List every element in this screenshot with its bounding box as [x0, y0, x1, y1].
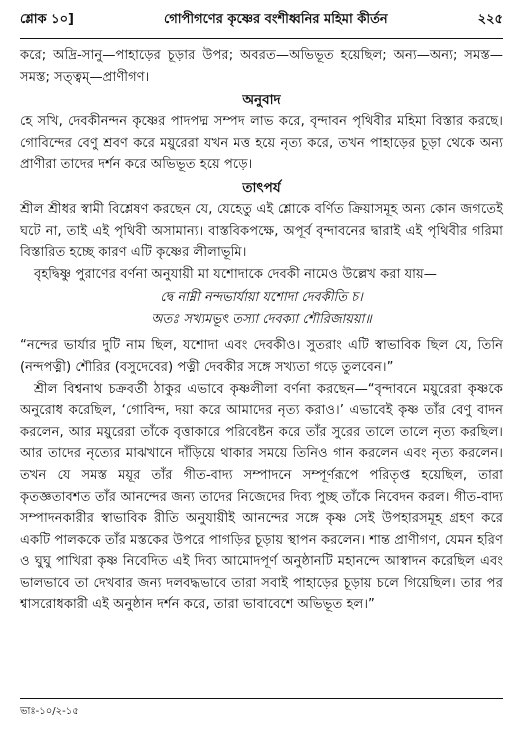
sanskrit-verse: [20, 287, 503, 331]
page-footer: [20, 698, 503, 721]
purport-heading: তাৎপর্য: [242, 179, 281, 196]
verse-line: দ্বে নাম্নী নন্দভার্যায়া যশোদা দেবকীতি চ।: [160, 290, 363, 306]
footer-rule: [20, 698, 503, 699]
purport-paragraph-1: শ্রীল শ্রীধর স্বামী বিশ্লেষণ করছেন যে, যেহেতু এই শ্লোকে বর্ণিত ক্রিয়াসমূহ অন্য কোন জগতেই ঘটে না, তাই এই পৃথিবী অসামান্য। বাস্তবিকপক্ষে, অপূর্ব বৃন্দাবনের দ্বারাই এই পৃথিবীর গরিমা বিস্তারিত হচ্ছে কারণ এটি কৃষ্ণের লীলাভূমি।: [20, 201, 503, 261]
purport-paragraph-3: “নন্দের ভার্যার দুটি নাম ছিল, যশোদা এবং দেবকীও। সুতরাং এটি স্বাভাবিক ছিল যে, তিনি (নন্দপত্নী) শৌরির (বসুদেবের) পত্নী দেবকীর সঙ্গে সখ্যতা গড়ে তুলবেন।”: [20, 338, 503, 375]
purport-paragraph-4: শ্রীল বিশ্বনাথ চক্রবর্তী ঠাকুর এভাবে কৃষ্ণলীলা বর্ণনা করছেন—“বৃন্দাবনে ময়ুরেরা কৃষ্ণকে অনুরোধ করেছিল, ‘গোবিন্দ, দয়া করে আমাদের নৃত্য করাও।’ এভাবেই কৃষ্ণ তাঁর বেণু বাদন করলেন, আর ময়ুরেরা তাঁকে বৃত্তাকারে পরিবেষ্টন করে তাঁর সুরের তালে তালে নৃত্য করছিল। আর তাদের নৃত্যের মাঝখানে দাঁড়িয়ে থাকার সময়ে তিনিও গান করলেন এবং নৃত্য করলেন। তখন যে সমস্ত ময়ূর তাঁর গীত-বাদ্য সম্পাদনে সম্পূর্ণরূপে পরিতৃপ্ত হয়েছিল, তারা কৃতজ্ঞতাবশত তাঁর আনন্দের জন্য তাদের নিজেদের দিব্য পুচ্ছ তাঁকে নিবেদন করল। গীত-বাদ্য সম্পাদনকারীর স্বাভাবিক রীতি অনুযায়ীই আনন্দের সঙ্গে কৃষ্ণ সেই উপহারসমূহ গ্রহণ করে একটি পালককে তাঁর মস্তকের উপরে পাগড়ির চূড়ায় স্থাপন করলেন। শান্ত প্রাণীগণ, যেমন হরিণ ও ঘুঘু পাখিরা কৃষ্ণ নিবেদিত এই দিব্য আমোদপূর্ণ অনুষ্ঠানটি মহানন্দে আস্বাদন করেছিল এবং ভালভাবে তা দেখবার জন্য দলবদ্ধভাবে তারা সবাই পাহাড়ের চূড়ায় চলে গিয়েছিল। তার পর শ্বাসরোধকারী এই অনুষ্ঠান দর্শন করে, তারা ভাবাবেশে অভিভূত হল।”: [20, 381, 503, 613]
printer-signature: ভাঃ-১০/২-১৫: [20, 706, 79, 717]
running-header: [20, 0, 503, 38]
verse-line: অতঃ সখ্যমভূৎ তস্যা দেবক্যা শৌরিজায়য়া॥: [151, 312, 372, 328]
purport-paragraph-2: বৃহদ্বিষ্ণু পুরাণের বর্ণনা অনুযায়ী মা যশোদাকে দেবকী নামেও উল্লেখ করা যায়—: [34, 266, 437, 282]
verse-reference: শ্লোক ১০]: [20, 12, 74, 27]
word-meanings: করে; অদ্রি-সানু—পাহাড়ের চূড়ার উপর; অবরত—অভিভূত হয়েছিল; অন্য—অন্য; সমস্ত—সমস্ত; সত্ত্বম্—প্রাণীগণ।: [20, 48, 503, 85]
page-number: ২২৫: [477, 12, 503, 27]
translation-heading: অনুবাদ: [242, 92, 281, 109]
chapter-title: গোপীগণের কৃষ্ণের বংশীধ্বনির মহিমা কীর্তন: [163, 12, 388, 27]
translation-text: হে সখি, দেবকীনন্দন কৃষ্ণের পাদপদ্ম সম্পদ লাভ করে, বৃন্দাবন পৃথিবীর মহিমা বিস্তার করছে। গোবিন্দের বেণু শ্রবণ করে ময়ুরেরা যখন মত্ত হয়ে নৃত্য করে, তখন পাহাড়ের চূড়া থেকে অন্য প্রাণীরা তাদের দর্শন করে অভিভূত হয়ে পড়ে।: [20, 114, 503, 173]
header-rule: [20, 38, 503, 39]
